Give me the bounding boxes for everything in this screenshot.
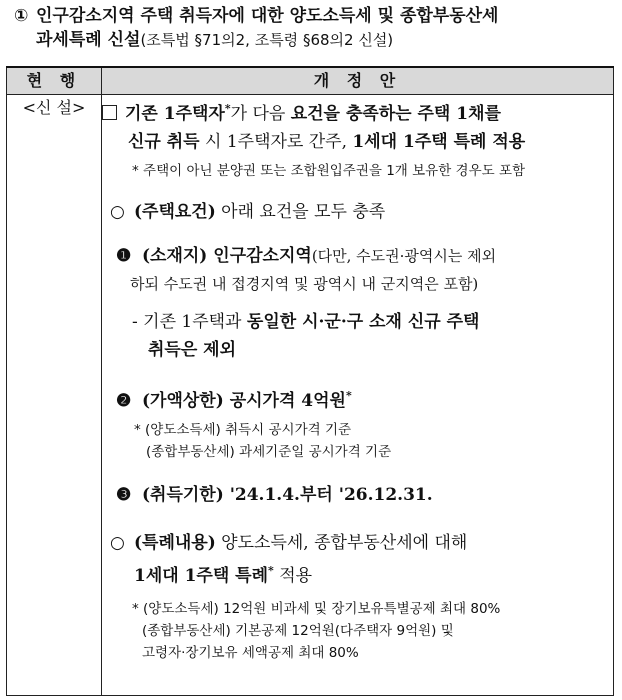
price-note-2: (종합부동산세) 과세기준일 공시가격 기준: [146, 444, 392, 460]
intro-paragraph-cont: 신규 취득 시 1주택자로 간주, 1세대 1주택 특례 적용: [128, 132, 526, 152]
requirement-location-cont: 하되 수도권 내 접경지역 및 광역시 내 군지역은 포함): [130, 275, 479, 293]
price-note-1: * (양도소득세) 취득시 공시가격 기준: [134, 422, 352, 438]
intro-note: * 주택이 아닌 분양권 또는 조합원입주권을 1개 보유한 경우도 포함: [132, 163, 526, 179]
number-two-icon: ❷: [116, 391, 132, 411]
number-three-icon: ❸: [116, 485, 132, 505]
intro-paragraph: 기존 1주택자*가 다음 요건을 충족하는 주택 1채를: [102, 95, 613, 128]
special-treatment: ○ (특례내용) 양도소득세, 종합부동산세에 대해: [102, 529, 613, 557]
header-revised: 개 정 안: [102, 67, 614, 95]
header-current: 현 행: [7, 67, 102, 95]
number-one-icon: ❶: [116, 246, 132, 266]
requirement-price-cap: ❷ (가액상한) 공시가격 4억원*: [102, 382, 613, 415]
circle-bullet-icon: ○: [110, 202, 125, 222]
special-note-3: 고령자·장기보유 세액공제 최대 80%: [142, 645, 359, 661]
section-heading: [14, 4, 614, 52]
requirement-exclusion: - 기존 1주택과 동일한 시·군·구 소재 신규 주택: [132, 312, 480, 332]
checkbox-square-icon: [102, 105, 117, 120]
special-treatment-cont: 1세대 1주택 특례* 적용: [134, 564, 313, 586]
heading-line1: 인구감소지역 주택 취득자에 대한 양도소득세 및 종합부동산세: [36, 6, 499, 26]
comparison-table: [6, 66, 614, 696]
special-note-2: (종합부동산세) 기본공제 12억원(다주택자 9억원) 및: [142, 623, 454, 639]
revised-cell: [102, 95, 614, 696]
heading-citation: (조특법 §71의2, 조특령 §68의2 신설): [140, 31, 394, 49]
heading-number: ①: [14, 6, 29, 26]
current-cell: <신 설>: [7, 95, 102, 696]
circle-bullet-icon: ○: [110, 533, 125, 553]
requirement-location: ❶ (소재지) 인구감소지역(다만, 수도권·광역시는 제외: [102, 242, 613, 270]
requirement-deadline: ❸ (취득기한) '24.1.4.부터 '26.12.31.: [102, 481, 613, 509]
special-note-1: * (양도소득세) 12억원 비과세 및 장기보유특별공제 최대 80%: [132, 601, 501, 617]
housing-requirements: ○ (주택요건) 아래 요건을 모두 충족: [102, 198, 613, 226]
requirement-exclusion-cont: 취득은 제외: [148, 340, 237, 360]
heading-line2: 과세특례 신설: [36, 30, 141, 50]
